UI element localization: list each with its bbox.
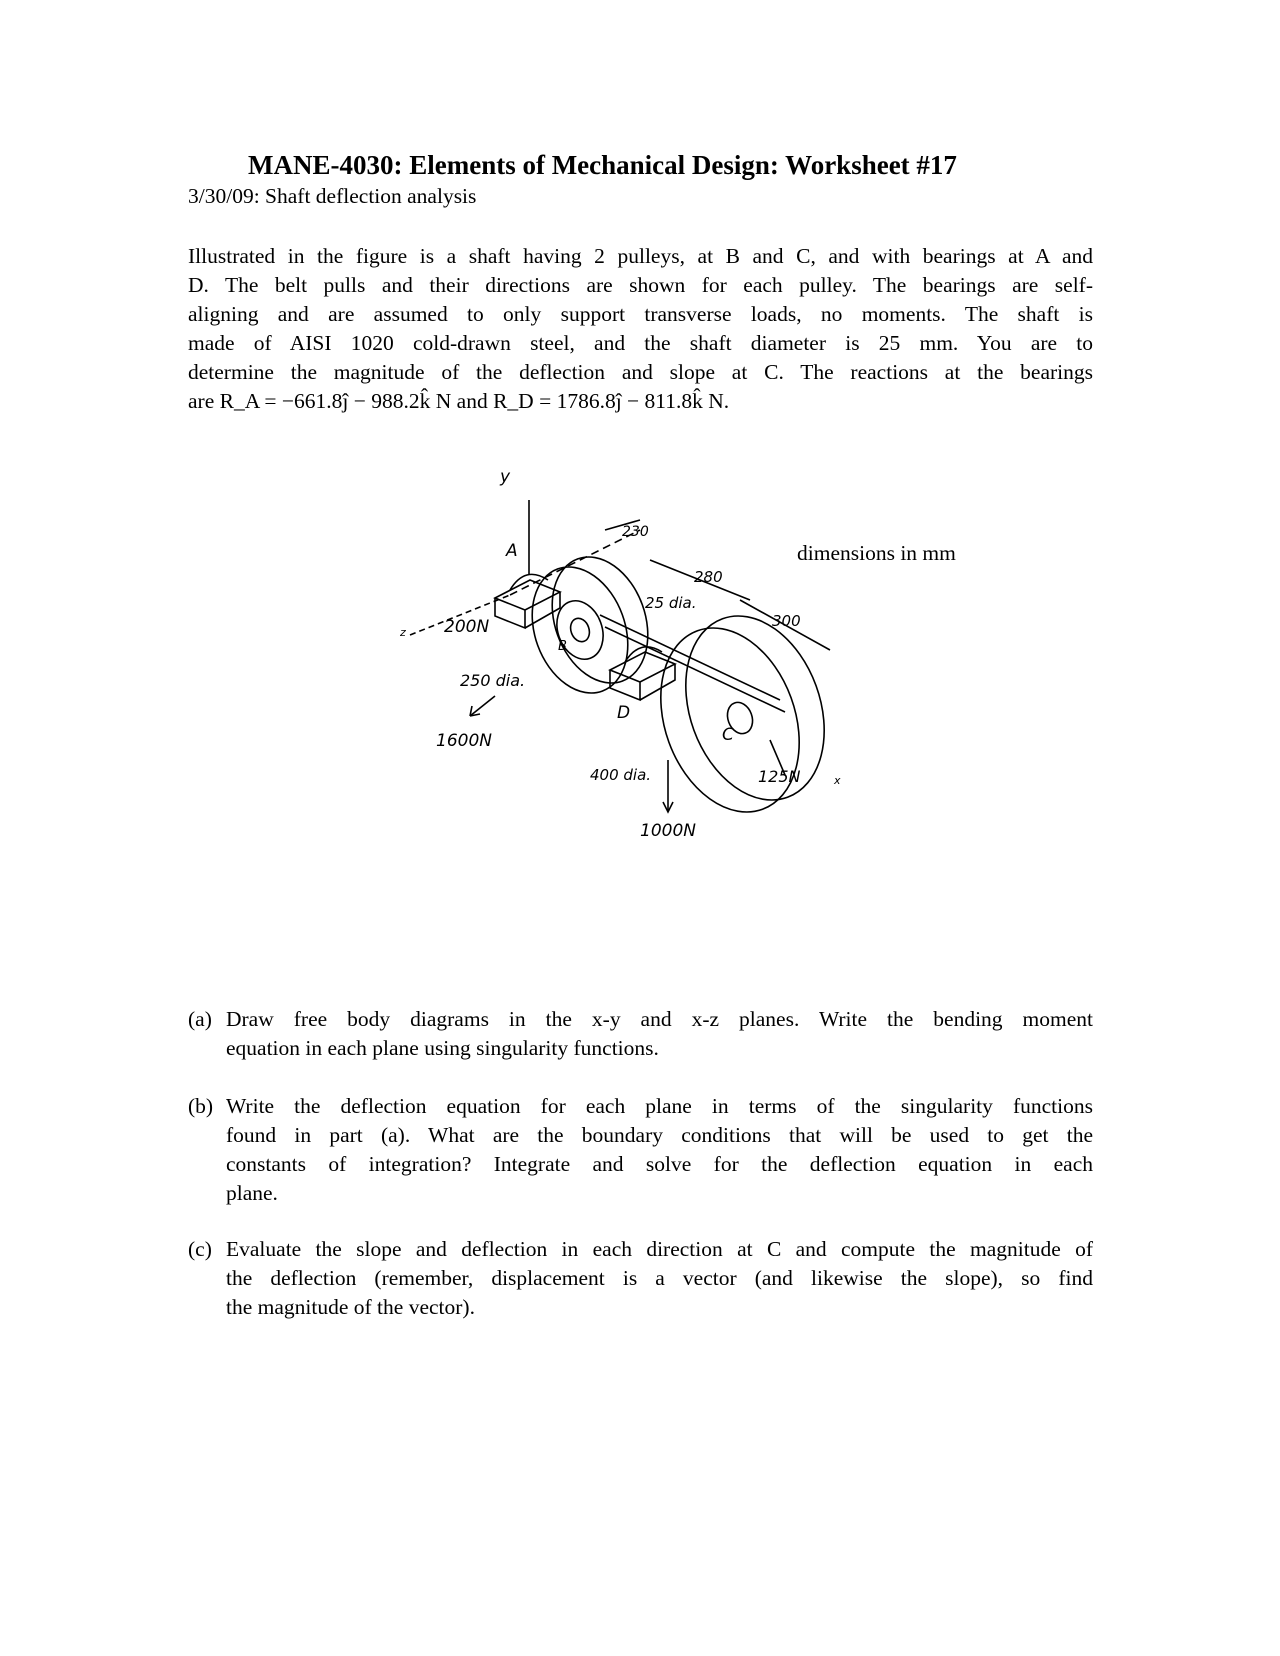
force-1000-label: 1000N [640, 821, 696, 841]
shaft-dia-label: 25 dia. [645, 594, 697, 612]
question-line: Draw free body diagrams in the x-y and x-z planes. Write the bending moment [226, 1007, 1093, 1031]
page-title: MANE-4030: Elements of Mechanical Design: Worksheet #17 [248, 150, 957, 180]
force-200-label: 200N [444, 617, 490, 637]
pulley-c [636, 608, 823, 831]
question-line: Evaluate the slope and deflection in each direction at C and compute the magnitude of [226, 1237, 1093, 1261]
pulley-c-dia-label: 400 dia. [590, 766, 652, 784]
axis-y-label: y [500, 467, 511, 487]
question-label: (b) [188, 1094, 214, 1118]
point-c-label: C [722, 725, 734, 745]
intro-line: made of AISI 1020 cold-drawn steel, and the shaft diameter is 25 mm. You are to [188, 331, 1093, 355]
force-125-label: 125N [758, 767, 801, 786]
question-line: plane. [226, 1181, 278, 1205]
force-1600-label: 1600N [436, 731, 492, 751]
intro-line: Illustrated in the figure is a shaft having 2 pulleys, at B and C, and with bearings at A and [188, 244, 1093, 268]
point-d-label: D [617, 703, 631, 723]
question-label: (c) [188, 1237, 212, 1261]
question-line: the deflection (remember, displacement is a vector (and likewise the slope), so find [226, 1266, 1093, 1290]
question-line: constants of integration? Integrate and solve for the deflection equation in each [226, 1152, 1093, 1176]
point-a-label: A [506, 541, 518, 561]
intro-line: D. The belt pulls and their directions are shown for each pulley. The bearings are self- [188, 273, 1093, 297]
force-arrow-1600 [470, 696, 495, 716]
axis-x-label: x [834, 774, 841, 787]
question-line: equation in each plane using singularity functions. [226, 1036, 659, 1060]
intro-line: determine the magnitude of the deflection and slope at C. The reactions at the bearings [188, 360, 1093, 384]
dim-230-label: 230 [622, 524, 649, 540]
question-line: found in part (a). What are the boundary conditions that will be used to get the [226, 1123, 1093, 1147]
bearing-a [495, 580, 560, 628]
dim-300-label: 300 [772, 612, 801, 630]
dimensions-note: dimensions in mm [797, 541, 956, 565]
question-line: the magnitude of the vector). [226, 1295, 475, 1319]
problem-statement [188, 242, 1093, 416]
axis-z-label: z [400, 626, 406, 639]
point-b-label: B [558, 639, 567, 654]
dim-280-label: 280 [694, 568, 723, 586]
intro-line-reactions: are R_A = −661.8ĵ − 988.2k̂ N and R_D = 1786.8ĵ − 811.8k̂ N. [188, 389, 730, 413]
question-line: Write the deflection equation for each plane in terms of the singularity functions [226, 1094, 1093, 1118]
page-subtitle: 3/30/09: Shaft deflection analysis [188, 184, 477, 208]
pulley-b-dia-label: 250 dia. [460, 671, 526, 690]
question-label: (a) [188, 1007, 212, 1031]
intro-line: aligning and are assumed to only support transverse loads, no moments. The shaft is [188, 302, 1093, 326]
